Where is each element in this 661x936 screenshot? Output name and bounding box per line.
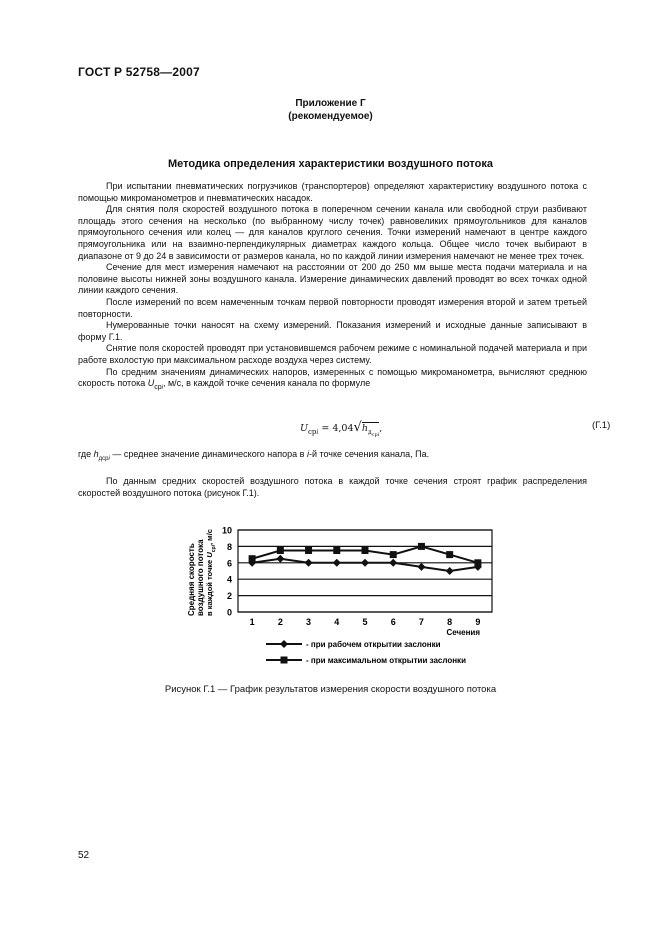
series-1-point — [305, 559, 313, 567]
legend-marker-1 — [280, 640, 288, 648]
y-tick-label: 6 — [226, 558, 232, 569]
formula-radicand-sub: д — [367, 428, 372, 436]
formula-lhs-sub: ср — [308, 427, 317, 436]
series-2-point — [249, 555, 256, 562]
standard-header: ГОСТ Р 52758—2007 — [78, 65, 200, 79]
sqrt-sign: √ — [353, 420, 362, 435]
ylabel-line-3-text: в каждой точке — [205, 559, 214, 616]
after-text — [78, 476, 587, 499]
where-text: — среднее значение динамического напора в — [109, 449, 307, 459]
plot-area — [222, 526, 492, 628]
ylabel-line-1: Средняя скорость — [187, 543, 196, 616]
y-tick-label: 8 — [226, 541, 232, 552]
formula-radicand-sub-ср: ср — [371, 432, 378, 439]
x-tick-label: 2 — [277, 617, 283, 627]
chart-legend — [266, 640, 466, 665]
paragraph: При испытании пневматических погрузчиков (транспортеров) определяют характеристику воздушного потока с помощью микроманометров и пневматических насадок. — [78, 181, 587, 203]
chart-ylabel — [187, 529, 217, 616]
paragraph: После измерений по всем намеченным точкам первой повторности проводят измерения второй и затем третьей повторности. — [78, 296, 587, 319]
formula-intro — [78, 367, 587, 395]
legend-label-1: - при рабочем открытии заслонки — [306, 640, 441, 649]
paragraph: Сечение для мест измерения намечают на расстоянии от 200 до 250 мм выше места подачи материала и на половине высоты нижней зоны воздушного канала. Измерение динамических давлений проводят во всех точках одной линии каждого сечения. — [78, 262, 587, 296]
y-tick-label: 0 — [226, 607, 232, 618]
x-tick-label: 1 — [249, 617, 255, 627]
legend-label-2: - при максимальном открытии заслонки — [306, 656, 466, 665]
x-tick-label: 9 — [475, 617, 481, 627]
velocity-subscript: ср — [154, 383, 162, 391]
formula-lhs-sub-i: i — [316, 428, 319, 436]
formula-lhs: U — [300, 423, 309, 434]
series-2-point — [362, 547, 369, 554]
where-i: i — [306, 449, 309, 459]
series-1-point — [276, 555, 284, 563]
series-2-point — [474, 559, 481, 566]
legend-marker-2 — [281, 657, 288, 664]
where-sub-i: i — [108, 455, 110, 462]
x-tick-label: 4 — [334, 617, 340, 627]
series-1-point — [333, 559, 341, 567]
appendix-label: Приложение Г — [295, 98, 366, 109]
series-2-point — [390, 551, 397, 558]
formula-radicand — [361, 422, 380, 439]
paragraph: Нумерованные точки наносят на схему измерений. Показания измерений и исходные данные записывают в форму Г.1. — [78, 320, 587, 342]
series-1-point — [389, 559, 397, 567]
formula-radicand-sub-i: i — [377, 432, 380, 439]
formula-intro-after: , м/с, в каждой точке сечения канала по формуле — [162, 378, 371, 389]
ylabel-sub: ср — [211, 546, 217, 553]
ylabel-sub-i: i — [211, 545, 217, 547]
series-1-point — [446, 567, 454, 575]
x-tick-label: 3 — [306, 617, 312, 627]
formula-coefficient: = 4,04 — [321, 423, 354, 434]
where-sub: дср — [98, 455, 109, 462]
body-text — [78, 181, 587, 394]
series-1-point — [417, 563, 425, 571]
figure-caption: Рисунок Г.1 — График результатов измерения скорости воздушного потока — [164, 684, 497, 695]
paragraph: Снятие поля скоростей проводят при установившемся рабочем режиме с номинальной подачей материала и при работе вхолостую при максимальном расходе воздуха через систему. — [78, 343, 587, 365]
series-2-point — [333, 547, 340, 554]
paragraph: По данным средних скоростей воздушного потока в каждой точке сечения строят график распределения скоростей воздушного потока (рисунок Г.1). — [78, 476, 587, 498]
ylabel-line-2: воздушного потока — [196, 539, 205, 616]
velocity-subscript-i: i — [161, 384, 163, 391]
x-tick-label: 6 — [390, 617, 396, 627]
y-tick-label: 2 — [226, 591, 232, 602]
series-2-point — [277, 547, 284, 554]
ylabel-unit: , м/с — [205, 529, 214, 546]
formula-intro-before: По средним значениям динамических напоров, измеренных с помощью микроманометра, вычисляют среднюю скорость потока — [78, 366, 587, 389]
x-tick-label: 7 — [418, 617, 424, 627]
velocity-chart — [170, 518, 510, 673]
y-tick-label: 10 — [221, 525, 232, 536]
formula-tail: , — [379, 423, 383, 434]
paragraph: Для снятия поля скоростей воздушного потока в поперечном сечении канала или свободной струи разбивают площадь этого сечения на несколько (по выбранному числу точек) равновеликих прямоугольников для каналов прямоугольного сечения или колец — для каналов круглого сечения. Точки измерений намечают в центре каждого прямоугольника или на взаимно-перпендикулярных диаметрах каждого кольца. Общее число точек выбирают в диапазоне от 9 до 24 в зависимости от размеров канала, но по каждой линии измерения намечают не менее трех точек. — [78, 204, 587, 261]
x-tick-label: 8 — [447, 617, 453, 627]
x-tick-label: 5 — [362, 617, 368, 627]
ylabel-symbol: U — [205, 552, 214, 558]
series-2-point — [446, 551, 453, 558]
where-prefix: где — [78, 449, 94, 459]
page-number: 52 — [78, 850, 90, 861]
appendix-status: (рекомендуемое) — [288, 111, 373, 122]
where-symbol: h — [93, 449, 99, 459]
chart-xlabel: Сечения — [446, 628, 480, 637]
section-title: Методика определения характеристики воздушного потока — [168, 158, 493, 170]
series-2-point — [418, 543, 425, 550]
where-clause — [78, 449, 429, 462]
series-1-point — [361, 559, 369, 567]
formula-number: (Г.1) — [592, 420, 611, 431]
velocity-symbol: U — [147, 378, 155, 389]
y-tick-label: 4 — [226, 574, 232, 585]
formula-radicand-h: h — [361, 423, 368, 434]
series-2-point — [305, 547, 312, 554]
formula-expression — [300, 420, 382, 438]
ylabel-line-3 — [205, 529, 217, 616]
where-rest: -й точке сечения канала, Па. — [308, 449, 430, 459]
